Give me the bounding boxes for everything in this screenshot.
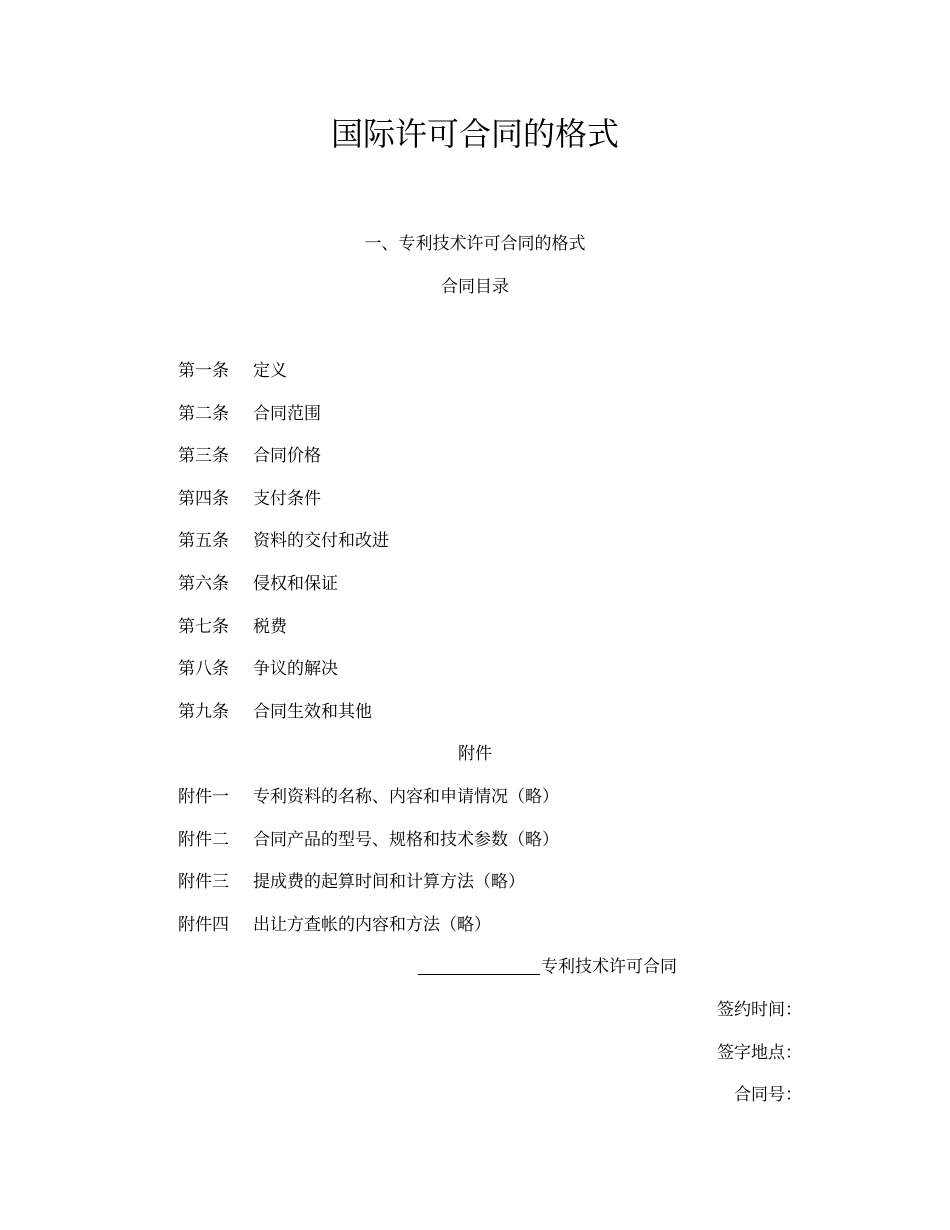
table-of-contents [178,359,778,955]
attachment-title: 专利资料的名称、内容和申请情况（略） [253,786,559,807]
article-title: 支付条件 [253,488,321,509]
toc-heading: 合同目录 [441,277,509,297]
article-title: 合同价格 [253,446,321,467]
attachments-heading: 附件 [458,744,492,765]
article-title: 侵权和保证 [253,573,338,594]
article-number: 第七条 [178,616,229,637]
toc-item [178,700,778,743]
attachment-number: 附件二 [178,829,229,850]
attachment-item [178,913,778,956]
toc-item [178,359,778,402]
article-number: 第九条 [178,701,229,722]
contract-name-suffix: 专利技术许可合同 [541,957,677,977]
attachment-number: 附件四 [178,914,229,935]
attachment-item [178,828,778,871]
signing-place-label: 签字地点： [717,1043,802,1063]
attachment-title: 提成费的起算时间和计算方法（略） [253,872,525,893]
article-number: 第六条 [178,573,229,594]
signing-time-label: 签约时间： [717,1000,802,1020]
attachment-item [178,785,778,828]
article-number: 第二条 [178,403,229,424]
toc-item [178,402,778,445]
toc-item [178,529,778,572]
attachment-item [178,870,778,913]
article-number: 第五条 [178,531,229,552]
attachment-title: 合同产品的型号、规格和技术参数（略） [253,829,559,850]
article-title: 定义 [253,361,287,381]
article-number: 第三条 [178,446,229,467]
article-number: 第一条 [178,361,229,381]
document-title: 国际许可合同的格式 [330,115,619,153]
article-title: 合同范围 [253,403,321,424]
contract-number-label: 合同号： [734,1085,802,1105]
toc-item [178,444,778,487]
section-heading: 一、专利技术许可合同的格式 [364,234,586,254]
article-title: 资料的交付和改进 [253,531,389,552]
contract-name-line [418,955,677,979]
contract-name-blank [418,955,540,975]
article-title: 税费 [253,616,287,637]
toc-item [178,657,778,700]
article-title: 争议的解决 [253,659,338,680]
article-title: 合同生效和其他 [253,701,372,722]
attachment-title: 出让方查帐的内容和方法（略） [253,914,491,935]
article-number: 第四条 [178,488,229,509]
article-number: 第八条 [178,659,229,680]
toc-item [178,615,778,658]
toc-item [178,572,778,615]
attachment-number: 附件三 [178,872,229,893]
toc-item [178,487,778,530]
attachment-number: 附件一 [178,786,229,807]
